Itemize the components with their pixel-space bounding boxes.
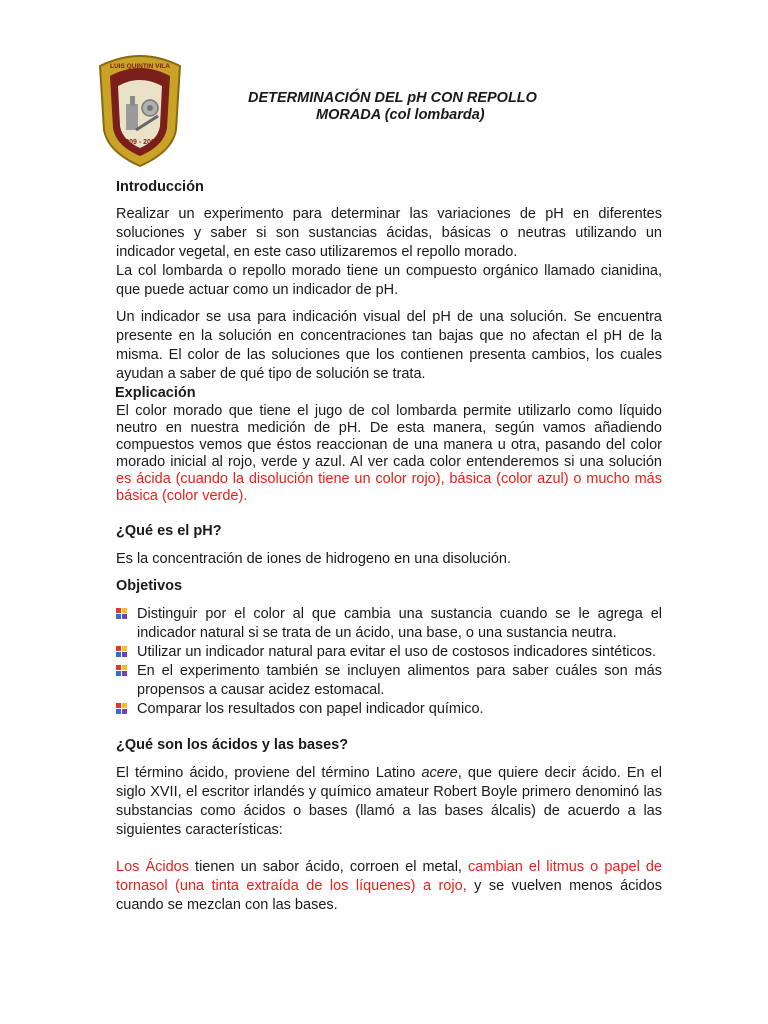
acidos-heading: ¿Qué son los ácidos y las bases? bbox=[116, 737, 349, 753]
objetivo-text-2: Utilizar un indicador natural para evitar el uso de costosos indicadores sintéticos. bbox=[137, 644, 657, 660]
title-line-1: DETERMINACIÓN DEL pH CON REPOLLO bbox=[248, 90, 537, 106]
acidos-properties-paragraph bbox=[116, 858, 662, 915]
acidos-paragraph bbox=[116, 764, 662, 840]
acidos-text-2: y se vuelven menos ácidos cuando se mezclan con las bases. bbox=[116, 878, 662, 913]
color-bullet-icon bbox=[116, 703, 129, 715]
ph-paragraph: Es la concentración de iones de hidrogeno en una disolución. bbox=[116, 551, 511, 567]
list-item bbox=[116, 605, 662, 643]
school-crest-logo bbox=[92, 50, 188, 168]
objetivos-heading: Objetivos bbox=[116, 578, 183, 594]
acidos-text-1: tienen un sabor ácido, corroen el metal, bbox=[188, 859, 469, 875]
objetivos-list bbox=[116, 605, 662, 719]
acidos-red-2: cambian el litmus o papel de tornasol (una tinta extraída de los líquenes) a rojo, bbox=[116, 859, 662, 894]
list-item bbox=[116, 643, 662, 662]
acidos-text-a: El término ácido, proviene del término Latino bbox=[116, 765, 422, 781]
acidos-text-b: , que quiere decir ácido. En el siglo XVII, el escritor irlandés y químico amateur Robert Boyle primero denominó las substancias como ácidos o bases (llamó a las bases álcalis) de acuerdo a las siguientes características: bbox=[116, 765, 662, 838]
explicacion-heading: Explicación bbox=[115, 385, 196, 401]
list-item bbox=[116, 700, 662, 719]
color-bullet-icon bbox=[116, 608, 129, 620]
list-item bbox=[116, 662, 662, 700]
acidos-latin-term: acere bbox=[421, 765, 458, 781]
acidos-red-1: Los Ácidos bbox=[116, 859, 189, 875]
ph-heading: ¿Qué es el pH? bbox=[116, 523, 222, 539]
svg-text:1909 - 2009: 1909 - 2009 bbox=[121, 139, 159, 146]
objetivo-text-3: En el experimento también se incluyen alimentos para saber cuáles son más propensos a causar acidez estomacal. bbox=[137, 663, 662, 698]
intro-paragraph-1: Realizar un experimento para determinar las variaciones de pH en diferentes soluciones y saber si son sustancias ácidas, básicas o neutras utilizando un indicador vegetal, en este caso utilizaremos el repollo morado. bbox=[116, 206, 662, 260]
objetivo-text-4: Comparar los resultados con papel indicador químico. bbox=[137, 701, 484, 717]
title-line-2: MORADA (col lombarda) bbox=[316, 107, 485, 123]
document-body bbox=[116, 178, 662, 915]
explicacion-red-text: es ácida (cuando la disolución tiene un color rojo), básica (color azul) o mucho más básica (color verde). bbox=[116, 471, 662, 504]
document-title bbox=[248, 90, 548, 124]
explicacion-paragraph bbox=[116, 403, 662, 505]
color-bullet-icon bbox=[116, 646, 129, 658]
explicacion-text: El color morado que tiene el jugo de col lombarda permite utilizarlo como líquido neutro en nuestra medición de pH. De esta manera, según vamos añadiendo compuestos vemos que éstos reaccionan de una manera u otra, pasando del color morado inicial al rojo, verde y azul. Al ver cada color entenderemos si una solución bbox=[116, 403, 662, 470]
intro-heading: Introducción bbox=[116, 179, 204, 195]
intro-paragraph-2: La col lombarda o repollo morado tiene un compuesto orgánico llamado cianidina, que puede actuar como un indicador de pH. bbox=[116, 263, 662, 298]
intro-paragraph-3: Un indicador se usa para indicación visual del pH de una solución. Se encuentra presente en la solución en concentraciones tan bajas que no afectan el pH de la misma. El color de las soluciones que los contienen presenta cambios, los cuales ayudan a saber de qué tipo de solución se trata. bbox=[116, 309, 662, 382]
color-bullet-icon bbox=[116, 665, 129, 677]
objetivo-text-1: Distinguir por el color al que cambia una sustancia cuando se le agrega el indicador natural si se trata de un ácido, una base, o una sustancia neutra. bbox=[137, 606, 662, 641]
svg-text:LUIS QUINTIN VILA: LUIS QUINTIN VILA bbox=[110, 63, 170, 70]
